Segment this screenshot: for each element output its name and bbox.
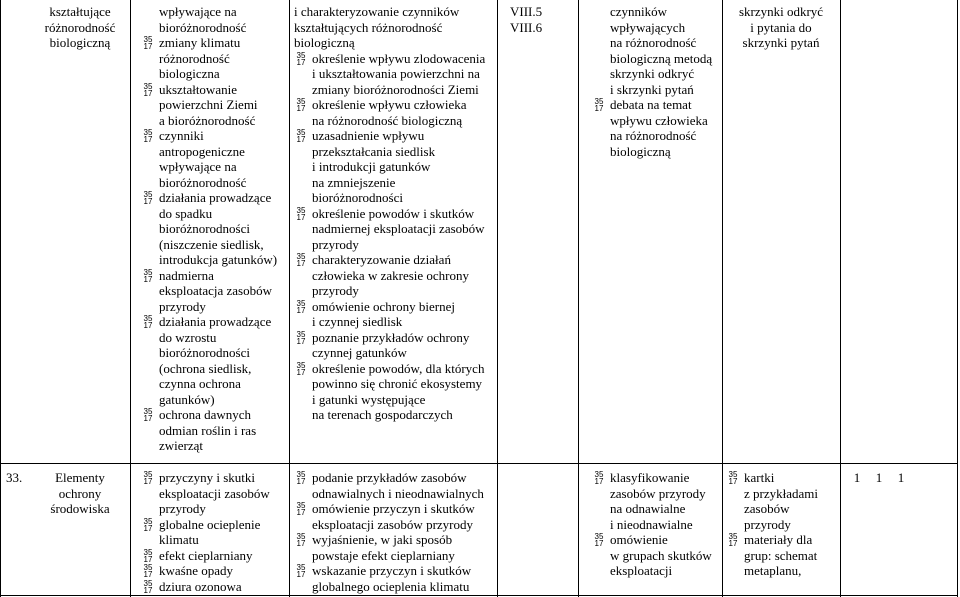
content-item [141,579,287,595]
method-item-text: zasobów przyrody [610,485,706,501]
topic-line: ochrony [58,485,102,501]
content-item-text: różnorodność [159,50,230,66]
bullet-icon: 35 17 [143,407,153,423]
outcome-item [294,361,496,423]
content-item-text: gatunków) [159,391,215,407]
topic-cell-bottom [30,470,130,517]
methods-cell-top [592,4,720,159]
content-item [141,190,287,268]
bullet-icon: 35 17 [296,501,306,517]
material-item-text: z przykładami [744,485,818,501]
content-item-text: zmiany klimatu [159,35,241,50]
method-item-text: eksploatacji [610,563,673,578]
outcome-item [294,97,496,128]
method-item-text: omówienie [610,532,668,547]
content-item-text: klimatu [159,532,199,547]
outcome-item-text: i gatunki występujące [312,391,426,407]
content-item-text: działania prowadzące [159,190,272,205]
content-item-text: kwaśne opady [159,563,234,578]
content-item-text: ochrona dawnych [159,407,252,422]
method-item-text: debata na temat [610,97,692,112]
outcome-item-text: i introdukcji gatunków [312,159,431,174]
bullet-icon: 35 17 [143,190,153,206]
outcome-item-text: i ukształtowania powierzchni na [312,66,480,81]
content-item-text: czynna ochrona [159,376,241,391]
outcome-item [294,330,496,361]
outcome-item-text: na zmniejszenie [312,174,396,190]
outcome-item-text: poznanie przykładów ochrony [312,329,470,345]
outcome-item-text: określenie powodów, dla których [312,360,485,376]
content-item-text: (niszczenie siedlisk, [159,236,264,252]
material-item-text: zasobów [744,501,790,516]
outcome-item [294,470,496,501]
content-item-text: efekt cieplarniany [159,547,253,563]
outcomes-cell-top [294,4,496,423]
method-line: czynników [610,4,668,19]
topic-line: środowiska [50,501,110,516]
outcome-item-text: uzasadnienie wpływu [312,128,425,143]
bullet-icon: 35 17 [296,97,306,113]
method-item [592,470,720,532]
content-item-text: bioróżnorodności [159,221,250,236]
content-item-text: do wzrostu [159,329,217,345]
method-item-text: w grupach skutków [610,547,712,563]
content-item [141,548,287,564]
outcome-line: i charakteryzowanie czynników [294,4,460,19]
method-line: skrzynki odkryć [610,66,695,81]
grid-line [578,0,579,597]
content-item-text: biologiczna [159,66,220,81]
outcome-item [294,299,496,330]
grid-line [497,0,498,597]
bullet-icon: 35 17 [296,298,306,315]
content-item-text: eksploatacji zasobów [159,485,270,501]
content-item-text: zwierząt [159,438,204,453]
outcome-item-text: przyrody [312,283,359,298]
outcome-item [294,563,496,594]
outcome-item [294,51,496,98]
bullet-icon: 35 17 [296,205,306,222]
bullet-icon: 35 17 [594,532,604,548]
content-item [141,407,287,454]
outcome-item [294,206,496,253]
content-item-text: przyczyny i skutki [159,470,256,485]
content-item-text: ukształtowanie [159,81,237,97]
outcome-item-text: określenie wpływu zlodowacenia [312,50,486,66]
content-item-text: wpływające na [159,159,237,174]
reference-line: VIII.6 [510,19,543,35]
topic-line: kształtujące [49,4,111,19]
material-line: skrzynki odkryć [738,4,824,19]
bullet-icon: 35 17 [594,470,604,486]
grid-line [289,0,290,597]
method-line: wpływających [610,19,686,35]
outcome-item-text: wskazanie przyczyn i skutków [312,563,472,578]
method-item [592,97,720,159]
lesson-number-text: 33. [6,470,23,485]
material-item [726,470,838,532]
bullet-icon: 35 17 [296,128,306,144]
outcome-item-text: powinno się chronić ekosystemy [312,376,483,391]
material-item-text: metaplanu, [744,563,802,578]
bullet-icon: 35 17 [143,35,153,51]
content-item-text: (ochrona siedlisk, [159,360,252,376]
bullet-icon: 35 17 [143,314,153,330]
outcome-line: kształtujących różnorodność [294,19,443,35]
content-item [141,82,287,129]
outcome-item-text: omówienie ochrony biernej [312,298,455,314]
content-item-text: czynniki [159,128,204,143]
content-cell-top [141,4,287,454]
outcome-item-text: określenie wpływu człowieka [312,97,467,112]
outcome-item-text: bioróżnorodności [312,190,403,205]
outcome-item [294,128,496,206]
outcome-item-text: przekształcania siedlisk [312,143,436,159]
outcome-item-text: człowieka w zakresie ochrony [312,267,470,283]
methods-cell-bottom [592,470,720,579]
content-item-text: przyrody [159,501,206,516]
bullet-icon: 35 17 [296,532,306,548]
bullet-icon: 35 17 [296,563,306,579]
method-item [592,532,720,579]
grid-line [722,0,723,597]
material-line: i pytania do [750,19,812,35]
content-item-text: nadmierna [159,267,214,283]
content-item-text: introdukcja gatunków) [159,252,278,267]
method-line: na różnorodność [610,35,697,50]
content-item-text: antropogeniczne [159,143,245,159]
content-item-text: działania prowadzące [159,314,272,329]
content-item [141,35,287,82]
content-item [141,470,287,517]
bullet-icon: 35 17 [728,470,738,486]
bullet-icon: 35 17 [143,516,153,533]
outcome-item-text: wyjaśnienie, w jaki sposób [312,532,453,547]
bullet-icon: 35 17 [143,470,153,486]
bullet-icon: 35 17 [143,563,153,579]
bullet-icon: 35 17 [296,329,306,346]
grid-line [840,0,841,597]
material-item [726,532,838,579]
content-item [141,517,287,548]
outcomes-cell-bottom [294,470,496,594]
material-item-text: kartki [744,470,775,485]
content-item [141,128,287,190]
content-item-text: odmian roślin i ras [159,422,257,438]
table-bottom-border [0,595,958,596]
bullet-icon: 35 17 [296,50,306,67]
material-item-text: przyrody [744,516,791,532]
bullet-icon: 35 17 [143,547,153,564]
outcome-item-text: podanie przykładów zasobów [312,470,467,485]
outcome-item-text: omówienie przyczyn i skutków [312,501,475,516]
bullet-icon: 35 17 [296,360,306,377]
content-item-text: powierzchni Ziemi [159,97,258,112]
outcome-item [294,252,496,299]
outcome-item [294,532,496,563]
grid-line [0,0,1,597]
content-item-text: przyrody [159,298,206,314]
bullet-icon: 35 17 [143,267,153,284]
topic-line: Elementy [55,470,105,485]
hours-value: 1 [875,470,883,485]
grid-line [130,0,131,597]
reference-line: VIII.5 [510,4,543,19]
topic-line: różnorodność [44,19,116,35]
hours-value: 1 [897,470,905,485]
method-item-text: na odnawialne [610,501,686,516]
bullet-icon: 35 17 [143,128,153,144]
bullet-icon: 35 17 [728,532,738,548]
outcome-item-text: eksploatacji zasobów przyrody [312,516,474,532]
material-line: skrzynki pytań [742,35,820,50]
content-item-text: bioróżnorodność [159,174,247,190]
topic-cell-top [30,4,130,51]
topic-line: biologiczną [49,35,111,50]
content-line: wpływające na [159,4,237,19]
content-item-text: dziura ozonowa [159,578,242,594]
reference-cell [510,4,570,35]
content-item-text: globalne ocieplenie [159,516,261,532]
material-item-text: grup: schemat [744,547,818,563]
content-cell-bottom [141,470,287,594]
content-line: bioróżnorodność [159,19,247,35]
method-item-text: na różnorodność [610,128,697,143]
content-item [141,268,287,315]
content-item-text: eksploatacja zasobów [159,283,272,298]
hours-value: 1 [853,470,861,485]
bullet-icon: 35 17 [143,81,153,98]
outcome-item-text: na terenach gospodarczych [312,407,453,422]
bullet-icon: 35 17 [296,470,306,486]
bullet-icon: 35 17 [594,97,604,113]
method-line: biologiczną metodą [610,50,713,66]
method-item-text: i nieodnawialne [610,516,693,532]
bullet-icon: 35 17 [143,578,153,595]
method-line: i skrzynki pytań [610,81,694,97]
grid-line [957,0,958,597]
method-item-text: klasyfikowanie [610,470,690,485]
content-item-text: bioróżnorodności [159,345,250,360]
outcome-item-text: i czynnej siedlisk [312,314,403,329]
material-item-text: materiały dla [744,532,813,547]
materials-cell-top [726,4,836,51]
materials-cell-bottom [726,470,838,579]
outcome-item-text: na różnorodność biologiczną [312,112,463,128]
content-item [141,314,287,407]
outcome-item-text: czynnej gatunków [312,345,407,360]
outcome-item-text: przyrody [312,236,359,252]
content-item-text: do spadku [159,205,213,221]
content-item-text: a bioróżnorodność [159,112,256,128]
outcome-item-text: powstaje efekt cieplarniany [312,547,455,563]
outcome-item-text: zmiany bioróżnorodności Ziemi [312,81,479,97]
outcome-line: biologiczną [294,35,355,50]
hours-cell [846,470,956,486]
row-divider [0,463,958,464]
outcome-item [294,501,496,532]
method-item-text: biologiczną [610,143,671,159]
lesson-number [6,470,32,486]
content-item [141,563,287,579]
outcome-item-text: charakteryzowanie działań [312,252,451,267]
outcome-item-text: odnawialnych i nieodnawialnych [312,485,484,501]
outcome-item-text: określenie powodów i skutków [312,205,475,221]
method-item-text: wpływu człowieka [610,112,708,128]
outcome-item-text: nadmiernej eksploatacji zasobów [312,221,485,236]
outcome-item-text: globalnego ocieplenia klimatu [312,578,470,594]
bullet-icon: 35 17 [296,252,306,268]
